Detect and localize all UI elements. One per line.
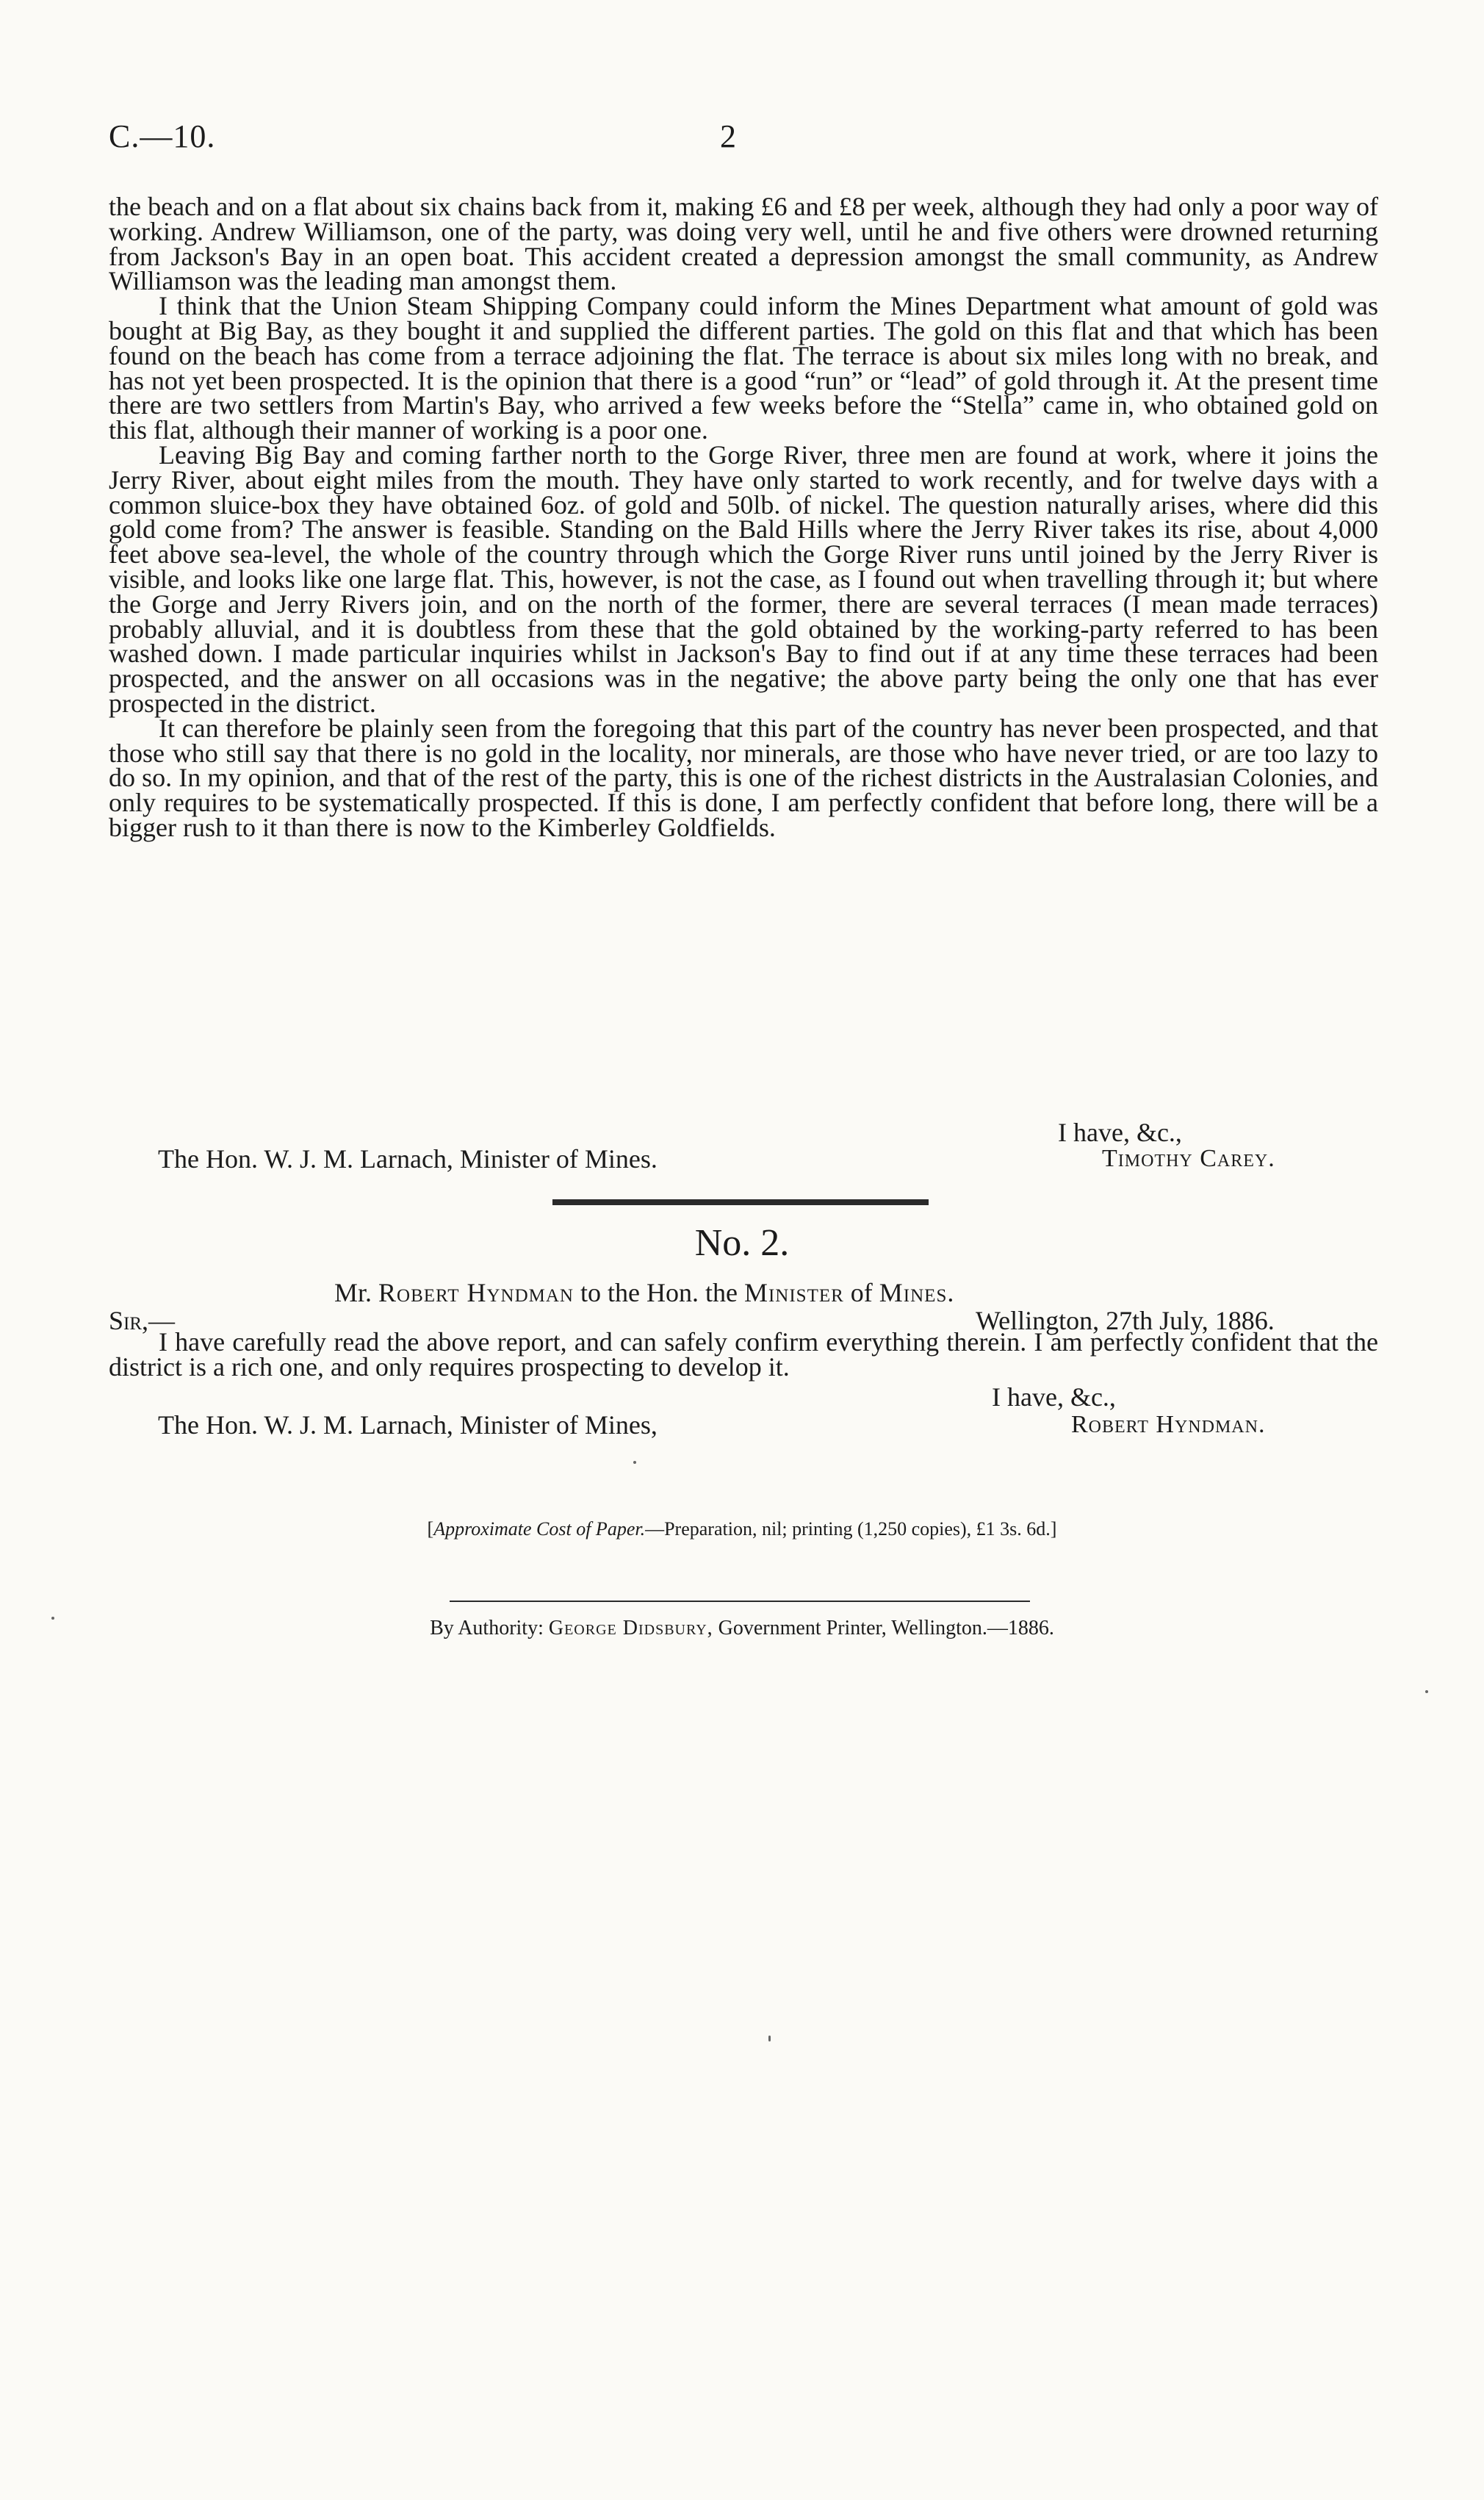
letter-2-signoff: I have, &c., (992, 1382, 1116, 1412)
to-connector: to the Hon. the (580, 1278, 738, 1307)
from-prefix: Mr. (334, 1278, 372, 1307)
cost-of-paper-note: [Approximate Cost of Paper.—Preparation, nil; printing (1,250 copies), £1 3s. 6d.] (427, 1518, 1057, 1540)
place-date: Wellington, 27th July, 1886. (976, 1306, 1275, 1335)
letter-1-addressee: The Hon. W. J. M. Larnach, Minister of Mines. (158, 1144, 658, 1174)
letter-2-signature: Robert Hyndman. (1071, 1411, 1266, 1438)
cost-text: —Preparation, nil; printing (1,250 copies), £1 3s. 6d. (645, 1518, 1051, 1540)
authority-prefix: By Authority: (430, 1617, 544, 1639)
paragraph: the beach and on a flat about six chains back from it, making £6 and £8 per week, although they had only a poor way of working. Andrew Williamson, one of the party, was doing very well, until he and five others were drowned returning from Jackson's Bay in an open boat. This accident created a depression amongst the small community, as Andrew Williamson was the leading man amongst them. (109, 192, 1378, 296)
authority-suffix: Government Printer, Wellington.—1886. (718, 1617, 1054, 1639)
cost-label: Approximate Cost of Paper. (433, 1518, 646, 1540)
section-divider (552, 1199, 929, 1205)
recipient-of: of (850, 1278, 873, 1307)
letter-2-addressee: The Hon. W. J. M. Larnach, Minister of Mines, (158, 1410, 658, 1440)
footer-divider (450, 1601, 1030, 1602)
letter-1-body (109, 192, 1378, 842)
paragraph: Leaving Big Bay and coming farther north to the Gorge River, three men are found at work, where it joins the Jerry River, about eight miles from the mouth. They have only started to work recently, and for twelve days with a common sluice-box they have obtained 6oz. of gold and 50lb. of nickel. The question naturally arises, where did this gold come from? The answer is feasible. Standing on the Bald Hills where the Jerry River takes its rise, about 4,000 feet above sea-level, the whole of the country through which the Gorge River runs until joined by the Jerry River is visible, and looks like one large flat. This, however, is not the case, as I found out when travelling through it; but where the Gorge and Jerry Rivers join, and on the north of the former, there are several terraces (I mean made terraces) probably alluvial, and it is doubtless from these that the gold obtained by the working-party referred to has been washed down. I made particular inquiries whilst in Jackson's Bay to find out if at any time these terraces had been prospected, and the answer on all occasions was in the negative; the above party being the only one that has ever prospected in the district. (109, 439, 1378, 718)
scan-speck (768, 2036, 771, 2041)
scan-speck (1425, 1690, 1428, 1693)
letter-2-body (109, 1327, 1378, 1382)
sender-name: Robert Hyndman (378, 1278, 574, 1307)
document-reference: C.—10. (109, 118, 216, 154)
paragraph: I have carefully read the above report, and can safely confirm everything therein. I am perfectly confident that the district is a rich one, and only requires prospecting to develop it. (109, 1327, 1378, 1382)
letter-2-from-to (334, 1277, 954, 1308)
letter-2-number: No. 2. (694, 1222, 790, 1264)
authority-line (0, 1617, 1484, 1640)
letter-1-signoff: I have, &c., (1058, 1118, 1182, 1147)
recipient-title-2: Mines. (879, 1278, 955, 1307)
scan-speck (633, 1461, 636, 1464)
scan-speck (51, 1617, 54, 1620)
salutation: Sir,— (109, 1306, 176, 1335)
recipient-title-1: Minister (743, 1278, 844, 1307)
paragraph: It can therefore be plainly seen from the foregoing that this part of the country has never been prospected, and that those who still say that there is no gold in the locality, nor minerals, are those who have never tried, or are too lazy to do so. In my opinion, and that of the rest of the party, this is one of the richest districts in the Australasian Colonies, and only requires to be systematically prospected. If this is done, I am perfectly confident that before long, there will be a bigger rush to it than there is now to the Kimberley Goldfields. (109, 713, 1378, 842)
printer-name: George Didsbury, (548, 1617, 713, 1639)
letter-1-signature: Timothy Carey. (1102, 1145, 1275, 1172)
page-number: 2 (720, 118, 736, 154)
paragraph: I think that the Union Steam Shipping Company could inform the Mines Department what amount of gold was bought at Big Bay, as they bought it and supplied the different parties. The gold on this flat and that which has been found on the beach has come from a terrace adjoining the flat. The terrace is about six miles long with no break, and has not yet been prospected. It is the opinion that there is a good “run” or “lead” of gold through it. At the present time there are two settlers from Martin's Bay, who arrived a few weeks before the “Stella” came in, who obtained gold on this flat, although their manner of working is a poor one. (109, 291, 1378, 445)
